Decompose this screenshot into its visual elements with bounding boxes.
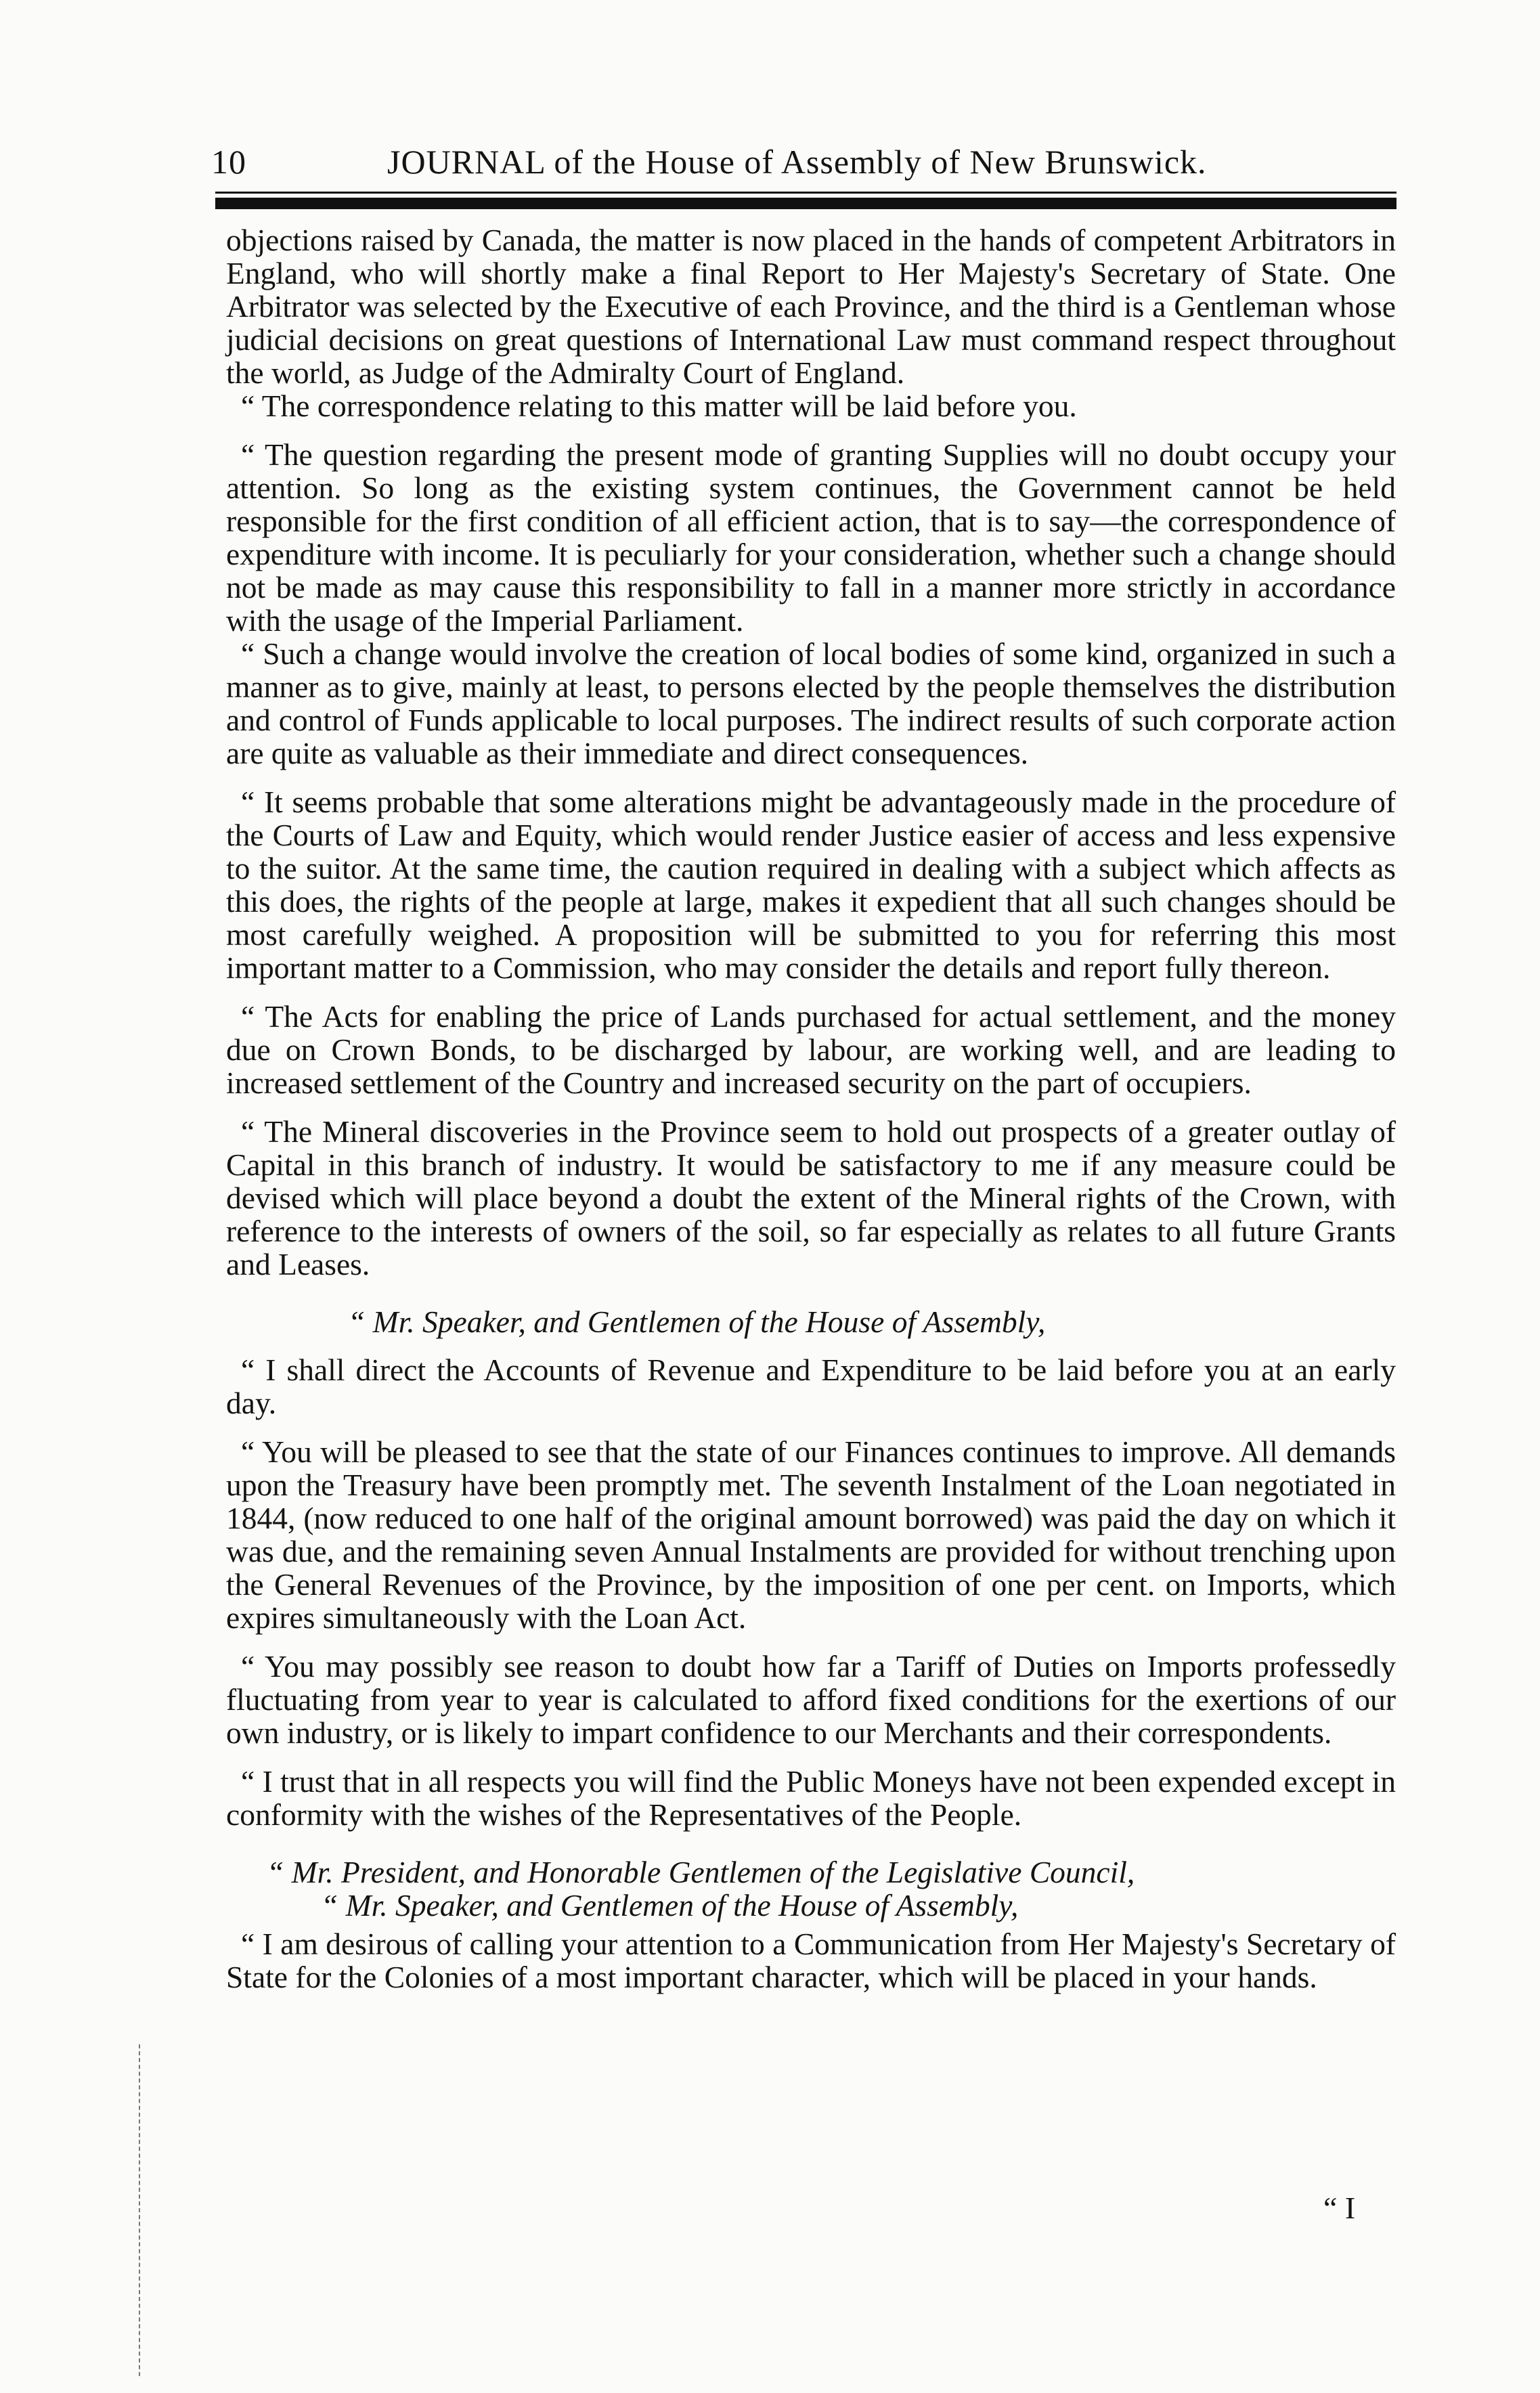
paragraph: “ Such a change would involve the creation of local bodies of some kind, organized in such a manner as to give, mainly at least, to persons elected by the people themselves the distribution and control of Funds applicable to local purposes. The indirect results of such corporate action are quite as valuable as their immediate and direct consequences. xyxy=(226,636,1396,770)
catchword: “ I xyxy=(1323,2191,1356,2225)
page-number: 10 xyxy=(211,143,246,181)
address-heading: “ Mr. Speaker, and Gentlemen of the House of Assembly, xyxy=(321,1888,1019,1923)
address-heading: “ Mr. Speaker, and Gentlemen of the House of Assembly, xyxy=(348,1304,1046,1339)
header-rule xyxy=(215,198,1396,209)
paragraph: “ I trust that in all respects you will find the Public Moneys have not been expended except in conformity with the wishes of the Representatives of the People. xyxy=(226,1764,1396,1832)
paragraph-continued: objections raised by Canada, the matter is now placed in the hands of competent Arbitrators in England, who will shortly make a final Report to Her Majesty's Secretary of State. One Arbitrator was selected by the Executive of each Province, and the third is a Gentleman whose judicial decisions on great questions of International Law must command respect throughout the world, as Judge of the Admiralty Court of England. xyxy=(226,223,1396,390)
paragraph: “ The correspondence relating to this matter will be laid before you. xyxy=(241,389,1077,423)
address-heading: “ Mr. President, and Honorable Gentlemen of the Legislative Council, xyxy=(267,1855,1135,1889)
paragraph: “ It seems probable that some alterations might be advantageously made in the procedure of the Courts of Law and Equity, which would render Justice easier of access and less expensive to the suitor. At the same time, the caution required in dealing with a subject which affects as this does, the rights of the people at large, makes it expedient that all such changes should be most carefully weighed. A proposition will be submitted to you for referring this most important matter to a Commission, who may consider the details and report fully thereon. xyxy=(226,785,1396,985)
paragraph: “ The Mineral discoveries in the Province seem to hold out prospects of a greater outlay of Capital in this branch of industry. It would be satisfactory to me if any measure could be devised which will place beyond a doubt the extent of the Mineral rights of the Crown, with reference to the interests of owners of the soil, so far especially as relates to all future Grants and Leases. xyxy=(226,1114,1396,1281)
page-body xyxy=(226,223,1396,1994)
paragraph: “ The Acts for enabling the price of Lands purchased for actual settlement, and the money due on Crown Bonds, to be discharged by labour, are working well, and are leading to increased settlement of the Country and increased security on the part of occupiers. xyxy=(226,999,1396,1100)
margin-mark xyxy=(139,2044,142,2376)
paragraph: “ I shall direct the Accounts of Revenue and Expenditure to be laid before you at an early day. xyxy=(226,1353,1396,1420)
paragraph: “ You will be pleased to see that the state of our Finances continues to improve. All demands upon the Treasury have been promptly met. The seventh Instalment of the Loan negotiated in 1844, (now reduced to one half of the original amount borrowed) was paid the day on which it was due, and the remaining seven Annual Instalments are provided for without trenching upon the General Revenues of the Province, by the imposition of one per cent. on Imports, which expires simultaneously with the Loan Act. xyxy=(226,1434,1396,1635)
paragraph: “ You may possibly see reason to doubt how far a Tariff of Duties on Imports professedly fluctuating from year to year is calculated to afford fixed conditions for the exertions of our own industry, or is likely to impart confidence to our Merchants and their correspondents. xyxy=(226,1649,1396,1750)
running-title: JOURNAL of the House of Assembly of New Brunswick. xyxy=(387,143,1207,181)
paragraph: “ The question regarding the present mode of granting Supplies will no doubt occupy your attention. So long as the existing system continues, the Government cannot be held responsible for the first condition of all efficient action, that is to say—the correspondence of expenditure with income. It is peculiarly for your consideration, whether such a change should not be made as may cause this responsibility to fall in a manner more strictly in accordance with the usage of the Imperial Parliament. xyxy=(226,437,1396,638)
header-thin-rule xyxy=(215,192,1396,194)
paragraph: “ I am desirous of calling your attention to a Communication from Her Majesty's Secretary of State for the Colonies of a most important character, which will be placed in your hands. xyxy=(226,1927,1396,1994)
